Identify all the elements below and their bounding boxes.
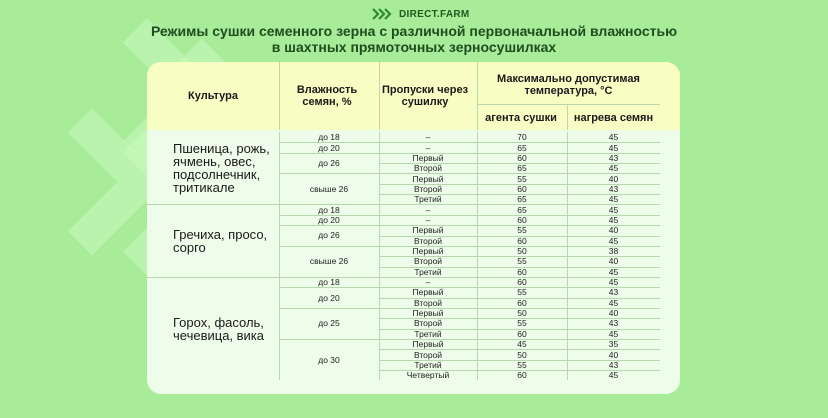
heating-temp-value: 40 [608, 349, 619, 360]
agent-temp-value: 55 [517, 256, 527, 267]
heating-temp-value: 45 [608, 235, 619, 246]
pass-value: Второй [413, 183, 443, 194]
agent-temp-value: 65 [517, 204, 527, 215]
heating-temp-value: 45 [608, 132, 619, 143]
heating-temp-value: 45 [608, 277, 619, 288]
pass-value: Первый [412, 173, 444, 184]
agent-temp-value: 60 [517, 370, 527, 381]
column-divider [279, 204, 280, 276]
heating-temp-value: 45 [608, 194, 619, 205]
pass-value: – [425, 132, 431, 143]
pass-value: Второй [413, 318, 443, 329]
heating-temp-value: 45 [608, 328, 619, 339]
pass-value: Первый [412, 225, 444, 236]
heating-temp-value: 45 [608, 266, 619, 277]
column-divider [279, 62, 280, 130]
agent-temp-value: 55 [517, 173, 527, 184]
pass-value: – [425, 142, 431, 153]
header-divider [477, 104, 660, 105]
header-moisture: Влажность семян, % [296, 84, 358, 108]
column-divider [279, 132, 280, 204]
heating-temp-value: 45 [608, 214, 619, 225]
header-crop: Культура [188, 90, 238, 102]
brand-logo [372, 6, 470, 22]
column-divider [379, 277, 380, 381]
moisture-value: до 20 [318, 214, 340, 225]
heating-temp-value: 45 [608, 163, 619, 174]
pass-value: – [425, 277, 431, 288]
agent-temp-value: 65 [517, 194, 527, 205]
column-divider [477, 132, 478, 204]
agent-temp-value: 50 [517, 308, 527, 319]
moisture-value: до 18 [318, 277, 340, 288]
crop-name: Гречиха, просо, сорго [173, 226, 268, 255]
agent-temp-value: 60 [517, 152, 527, 163]
agent-temp-value: 60 [517, 266, 527, 277]
column-divider [567, 277, 568, 381]
pass-value: Второй [413, 256, 443, 267]
agent-temp-value: 45 [517, 339, 527, 350]
heating-temp-value: 40 [608, 308, 619, 319]
agent-temp-value: 50 [517, 246, 527, 257]
pass-value: Второй [413, 297, 443, 308]
moisture-value: до 20 [318, 142, 340, 153]
agent-temp-value: 60 [517, 277, 527, 288]
agent-temp-value: 60 [517, 183, 527, 194]
column-divider [567, 105, 568, 130]
page-title [0, 23, 828, 55]
header-heating: нагрева семян [573, 111, 654, 124]
header-agent: агента сушки [485, 111, 557, 124]
agent-temp-value: 60 [517, 328, 527, 339]
heating-temp-value: 40 [608, 256, 619, 267]
title-line-1: Режимы сушки семенного зерна с различной первоначальной влажностью [150, 23, 678, 39]
heating-temp-value: 45 [608, 204, 619, 215]
moisture-value: до 26 [318, 158, 340, 169]
agent-temp-value: 55 [517, 359, 527, 370]
moisture-value: до 25 [318, 318, 340, 329]
pass-value: – [425, 204, 431, 215]
header-passes: Пропуски через сушилку [381, 84, 469, 108]
column-divider [477, 204, 478, 276]
moisture-value: до 26 [318, 230, 340, 241]
crop-name: Горох, фасоль, чечевица, вика [173, 314, 265, 343]
pass-value: Второй [413, 349, 443, 360]
column-divider [477, 277, 478, 381]
pass-value: Третий [414, 328, 442, 339]
heating-temp-value: 43 [608, 152, 619, 163]
pass-value: Первый [412, 152, 444, 163]
column-divider [379, 132, 380, 204]
pass-value: Первый [412, 287, 444, 298]
agent-temp-value: 65 [517, 163, 527, 174]
heating-temp-value: 43 [608, 318, 619, 329]
pass-value: – [425, 214, 431, 225]
heating-temp-value: 43 [608, 359, 619, 370]
agent-temp-value: 55 [517, 225, 527, 236]
heating-temp-value: 40 [608, 173, 619, 184]
pass-value: Третий [414, 266, 442, 277]
agent-temp-value: 70 [517, 132, 527, 143]
drying-table [147, 62, 680, 394]
pass-value: Первый [412, 339, 444, 350]
heating-temp-value: 45 [608, 297, 619, 308]
agent-temp-value: 60 [517, 214, 527, 225]
column-divider [567, 132, 568, 204]
agent-temp-value: 50 [517, 349, 527, 360]
pass-value: Третий [414, 359, 442, 370]
heating-temp-value: 43 [608, 287, 619, 298]
pass-value: Второй [413, 235, 443, 246]
agent-temp-value: 55 [517, 318, 527, 329]
pass-value: Второй [413, 163, 443, 174]
heating-temp-value: 45 [608, 370, 619, 381]
chevron-icon [372, 8, 394, 20]
heating-temp-value: 40 [608, 225, 619, 236]
moisture-value: до 18 [318, 132, 340, 143]
pass-value: Первый [412, 308, 444, 319]
column-divider [379, 62, 380, 130]
heating-temp-value: 45 [608, 142, 619, 153]
column-divider [379, 204, 380, 276]
heating-temp-value: 38 [608, 246, 619, 257]
column-divider [279, 277, 280, 381]
pass-value: Первый [412, 246, 444, 257]
brand-name: DIRECT.FARM [399, 8, 470, 20]
agent-temp-value: 55 [517, 287, 527, 298]
agent-temp-value: 65 [517, 142, 527, 153]
pass-value: Четвертый [406, 370, 450, 381]
header-max-temp: Максимально допустимая температура, °С [497, 73, 640, 97]
agent-temp-value: 60 [517, 297, 527, 308]
moisture-value: до 30 [318, 354, 340, 365]
moisture-value: до 18 [318, 204, 340, 215]
heating-temp-value: 35 [608, 339, 619, 350]
column-divider [477, 62, 478, 130]
agent-temp-value: 60 [517, 235, 527, 246]
heating-temp-value: 43 [608, 183, 619, 194]
moisture-value: до 20 [318, 292, 340, 303]
moisture-value: свыше 26 [309, 256, 349, 267]
moisture-value: свыше 26 [309, 183, 349, 194]
column-divider [567, 204, 568, 276]
title-line-2: в шахтных прямоточных зерносушилках [271, 39, 557, 55]
crop-name: Пшеница, рожь, ячмень, овес, подсолнечник, тритикале [173, 141, 270, 196]
pass-value: Третий [414, 194, 442, 205]
